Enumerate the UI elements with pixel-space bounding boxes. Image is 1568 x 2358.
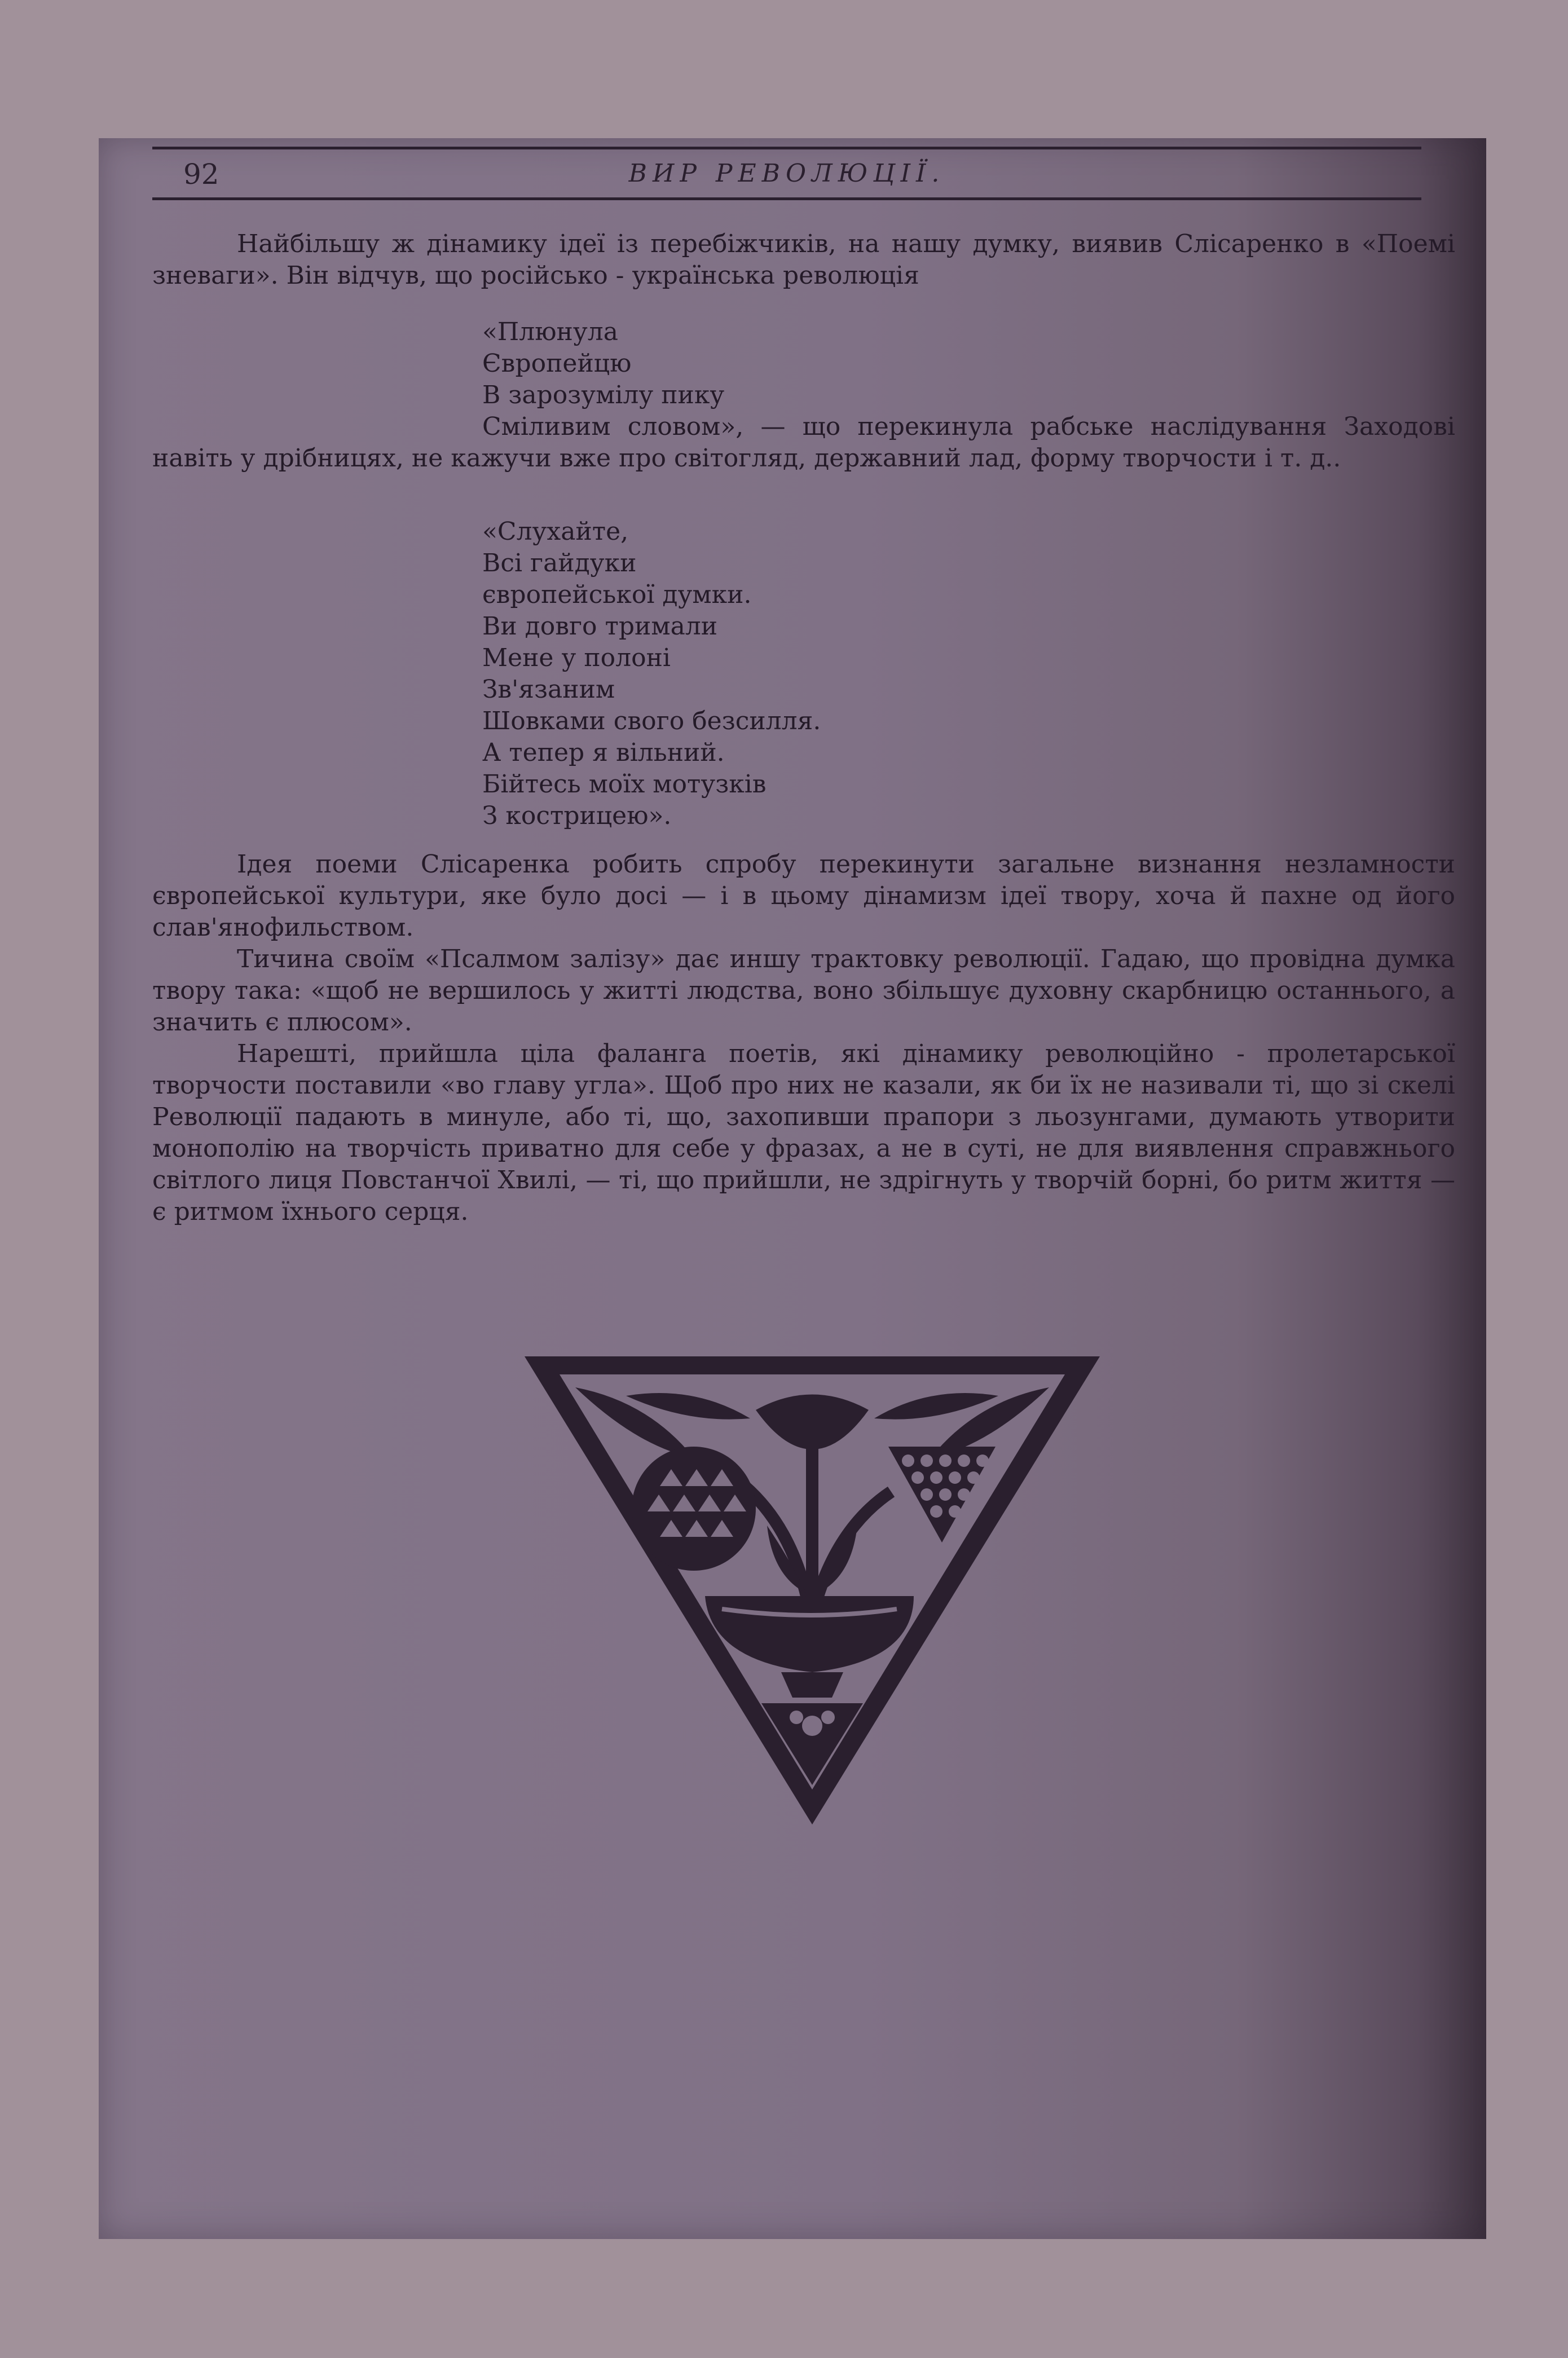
verse-line: Всі гайдуки (482, 549, 637, 578)
page-header (152, 141, 1421, 203)
header-rule-top (152, 147, 1421, 149)
verse-line: А тепер я вільний. (482, 738, 725, 767)
verse-line: європейської думки. (482, 580, 752, 609)
page-number: 92 (183, 158, 219, 191)
verse-line: Мене у полоні (482, 644, 671, 672)
verse-line: Ви довго тримали (482, 612, 718, 641)
running-title: ВИР РЕВОЛЮЦІЇ. (628, 159, 945, 188)
header-rule-bottom (152, 197, 1421, 200)
verse-line: Шовками свого безсилля. (482, 707, 821, 735)
paragraph-1: Найбільшу ж дінамику ідеї із перебіжчиків, на нашу думку, виявив Слісаренко в «Поемі зневаги». Він відчув, що російсько - українська революція (152, 230, 1455, 290)
verse-line: «Плюнула (482, 318, 618, 346)
verse-line: «Слухайте, (482, 517, 629, 546)
paragraph-4: Тичина своїм «Псалмом залізу» дає иншу трактовку революції. Гадаю, що провідна думка твору така: «щоб не вершилось у житті людства, воно збільшує духовну скарбницю останнього, а значить є плюсом». (152, 945, 1455, 1037)
verse-block-2 (482, 516, 821, 832)
verse-line: Бійтесь моїх мотузків (482, 770, 767, 799)
book-page (99, 138, 1486, 2239)
verse-line: Зв'язаним (482, 675, 615, 704)
triangle-flower-vase-ornament-icon (525, 1356, 1100, 1824)
paragraph-5: Нарешті, прийшла ціла фаланга поетів, які дінамику революційно - пролетарської творчости поставили «во главу угла». Щоб про них не казали, як би їх не називали ті, що зі скелі Революції падають в минуле, або ті, що, захопивши прапори з льозунгами, думають утворити монополію на творчість приватно для себе у фразах, а не в суті, не для виявлення справжнього світлого лиця Повстанчої Хвилі, — ті, що прийшли, не здрігнуть у творчій борні, бо ритм життя — є ритмом їхнього серця. (152, 1039, 1455, 1226)
verse-block-1 (482, 316, 724, 411)
paragraph-2: Сміливим словом», — що перекинула рабське наслідування Заходові навіть у дрібницях, не кажучи вже про світогляд, державний лад, форму творчости і т. д.. (152, 412, 1455, 473)
verse-line: В зарозумілу пику (482, 381, 725, 409)
paragraph-3: Ідея поеми Слісаренка робить спробу перекинути загальне визнання незламности європейської культури, яке було досі — і в цьому дінамизм ідеї твору, хоча й пахне од його слав'янофильством. (152, 850, 1455, 942)
verse-line: З кострицею». (482, 801, 672, 830)
verse-line: Європейцю (482, 349, 632, 378)
